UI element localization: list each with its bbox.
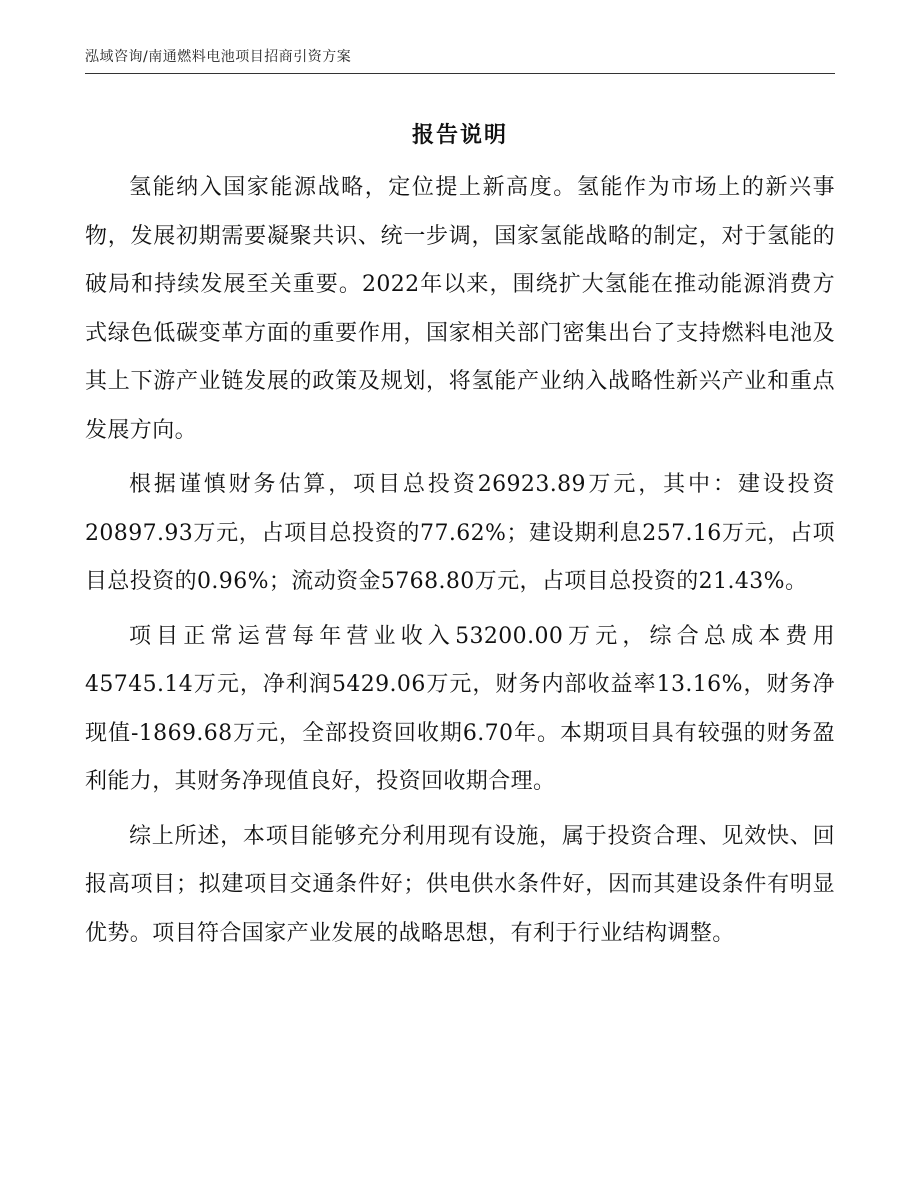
paragraph-hydrogen-strategy: 氢能纳入国家能源战略，定位提上新高度。氢能作为市场上的新兴事物，发展初期需要凝聚共识、统一步调，国家氢能战略的制定，对于氢能的破局和持续发展至关重要。2022年以来，围绕扩大氢能在推动能源消费方式绿色低碳变革方面的重要作用，国家相关部门密集出台了支持燃料电池及其上下游产业链发展的政策及规划，将氢能产业纳入战略性新兴产业和重点发展方向。 <box>85 175 835 443</box>
paragraph-conclusion: 综上所述，本项目能够充分利用现有设施，属于投资合理、见效快、回报高项目；拟建项目交通条件好；供电供水条件好，因而其建设条件有明显优势。项目符合国家产业发展的战略思想，有利于行业结构调整。 <box>85 823 835 946</box>
paragraph-investment: 根据谨慎财务估算，项目总投资26923.89万元，其中：建设投资20897.93万元，占项目总投资的77.62%；建设期利息257.16万元，占项目总投资的0.96%；流动资金5768.80万元，占项目总投资的21.43%。 <box>85 472 835 594</box>
paragraph-financials: 项目正常运营每年营业收入53200.00万元，综合总成本费用45745.14万元，净利润5429.06万元，财务内部收益率13.16%，财务净现值-1869.68万元，全部投资回收期6.70年。本期项目具有较强的财务盈利能力，其财务净现值良好，投资回收期合理。 <box>85 623 835 794</box>
report-body <box>85 164 835 964</box>
header-divider <box>85 73 835 74</box>
page-title: 报告说明 <box>411 123 508 148</box>
page-header: 泓域咨询/南通燃料电池项目招商引资方案 <box>85 49 352 65</box>
